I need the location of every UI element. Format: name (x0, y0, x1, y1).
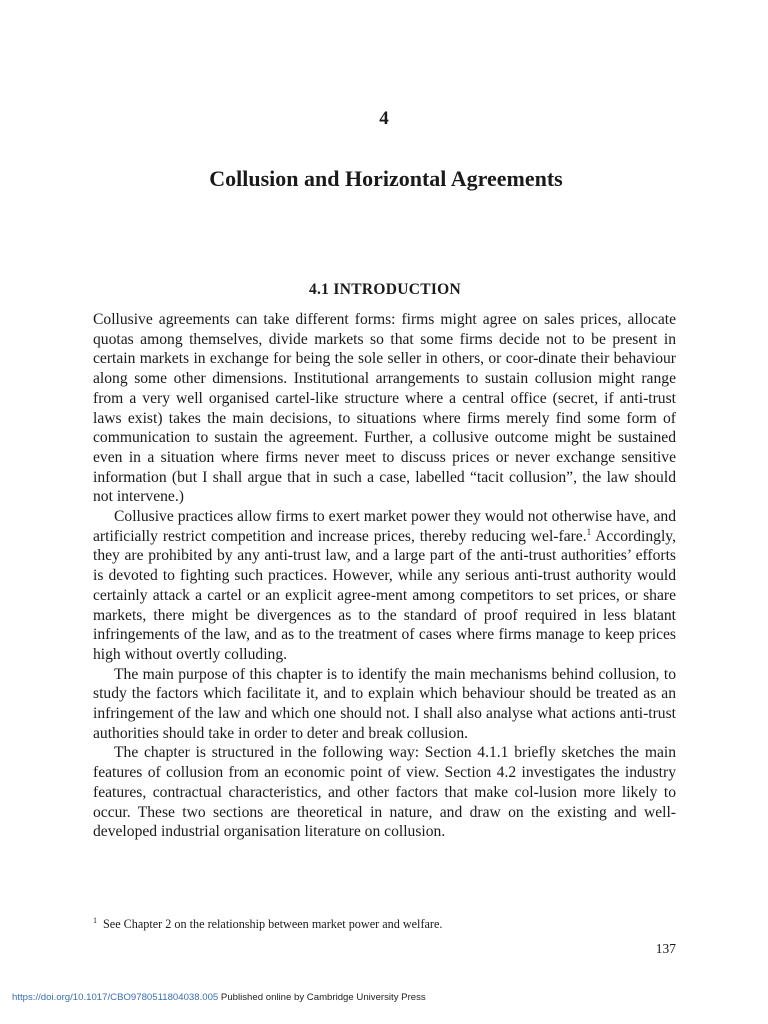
body-text (93, 310, 676, 842)
footnote-text: See Chapter 2 on the relationship between market power and welfare. (103, 917, 443, 931)
chapter-number: 4 (379, 108, 389, 129)
publisher-note: Published online by Cambridge University Press (218, 992, 426, 1003)
doi-link[interactable]: https://doi.org/10.1017/CBO9780511804038.005 (12, 992, 219, 1003)
paragraph (93, 507, 676, 665)
paragraph: Collusive agreements can take different forms: firms might agree on sales prices, allocate quotas among themselves, divide markets so that some firms decide not to be present in certain markets in exchange for being the sole seller in others, or coor-dinate their behaviour along some other dimensions. Institutional arrangements to sustain collusion might range from a very well organised cartel-like structure where a central office (secret, if anti-trust laws exist) takes the main decisions, to situations where firms merely find some form of communication to sustain the agreement. Further, a collusive outcome might be sustained even in a situation where firms never meet to discuss prices or never exchange sensitive information (but I shall argue that in such a case, labelled “tacit collusion”, the law should not intervene.) (93, 311, 676, 506)
paragraph: The chapter is structured in the following way: Section 4.1.1 briefly sketches the main features of collusion from an economic point of view. Section 4.2 investigates the industry features, contractual characteristics, and other factors that make col-lusion more likely to occur. These two sections are theoretical in nature, and draw on the existing and well-developed industrial organisation literature on collusion. (93, 744, 676, 841)
chapter-title: Collusion and Horizontal Agreements (209, 166, 563, 191)
page-number: 137 (655, 941, 676, 956)
source-footer (12, 992, 426, 1003)
section-heading: 4.1 INTRODUCTION (308, 281, 462, 298)
paragraph-text: Accordingly, they are prohibited by any anti-trust law, and a large part of the anti-trust authorities’ efforts is devoted to fighting such practices. However, while any serious anti-trust authority would certainly attack a cartel or an explicit agree-ment among competitors to set prices, or share markets, there might be divergences as to the standard of proof required in less blatant infringements of the law, and as to the treatment of cases where firms manage to keep prices high without overtly colluding. (93, 527, 676, 663)
footnote (93, 913, 676, 932)
footnote-reference[interactable]: 1 (586, 526, 592, 537)
footnote-mark: 1 (93, 916, 97, 925)
paragraph-text: Collusive practices allow firms to exert market power they would not otherwise have, and artificially restrict competition and increase prices, thereby reducing wel-fare. (93, 508, 676, 545)
paragraph: The main purpose of this chapter is to identify the main mechanisms behind collusion, to study the factors which facilitate it, and to explain which behaviour should be treated as an infringement of the law and which one should not. I shall also analyse what actions anti-trust authorities should take in order to deter and break collusion. (93, 665, 676, 742)
